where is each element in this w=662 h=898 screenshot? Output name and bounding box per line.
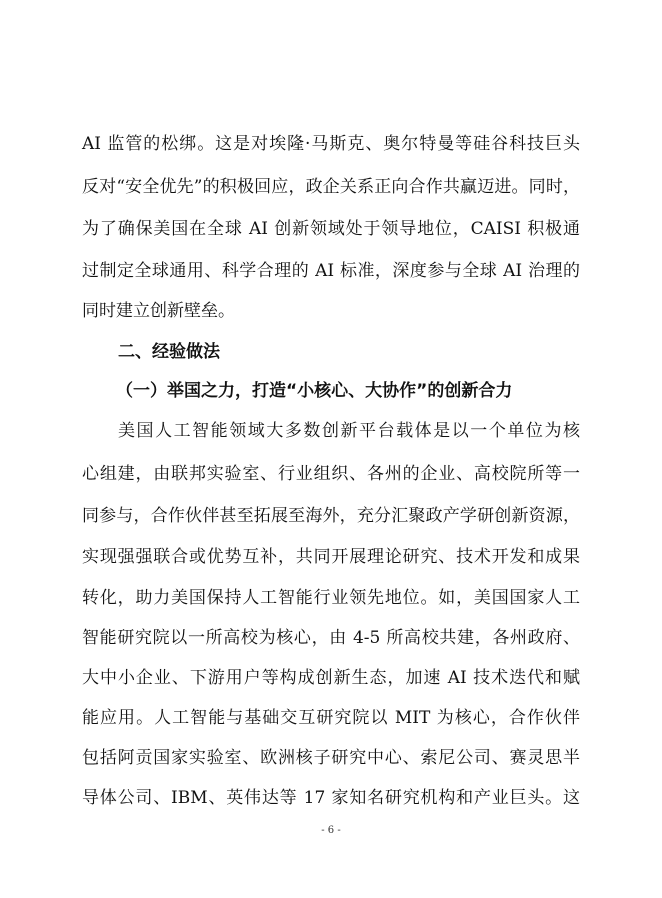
text-line: 为了确保美国在全球 AI 创新领域处于领导地位，CAISI 积极通 [82, 219, 580, 239]
text-line: 同时建立创新壁垒。 [82, 301, 235, 321]
section-heading: 二、经验做法 [118, 342, 220, 362]
text-line: 反对“安全优先”的积极回应，政企关系正向合作共赢迈进。同时， [82, 177, 580, 197]
text-line: 过制定全球通用、科学合理的 AI 标准，深度参与全球 AI 治理的 [82, 261, 580, 281]
text-line: 美国人工智能领域大多数创新平台载体是以一个单位为核 [118, 421, 580, 441]
text-line: 包括阿贡国家实验室、欧洲核子研究中心、索尼公司、赛灵思半 [82, 748, 580, 768]
text-line: 导体公司、IBM、英伟达等 17 家知名研究机构和产业巨头。这 [82, 788, 580, 808]
text-line: 大中小企业、下游用户等构成创新生态，加速 AI 技术迭代和赋 [82, 668, 580, 688]
text-line: 转化，助力美国保持人工智能行业领先地位。如，美国国家人工 [82, 588, 580, 608]
text-line: AI 监管的松绑。这是对埃隆·马斯克、奥尔特曼等硅谷科技巨头 [82, 134, 580, 154]
text-line: 同参与，合作伙伴甚至拓展至海外，充分汇聚政产学研创新资源， [82, 506, 580, 526]
text-line: 实现强强联合或优势互补，共同开展理论研究、技术开发和成果 [82, 547, 580, 567]
subsection-heading: （一）举国之力，打造“小核心、大协作”的创新合力 [116, 381, 513, 401]
page-number: - 6 - [321, 825, 341, 836]
text-line: 心组建，由联邦实验室、行业组织、各州的企业、高校院所等一 [82, 464, 580, 484]
text-line: 智能研究院以一所高校为核心，由 4-5 所高校共建，各州政府、 [82, 628, 580, 648]
text-line: 能应用。人工智能与基础交互研究院以 MIT 为核心，合作伙伴 [82, 708, 580, 728]
